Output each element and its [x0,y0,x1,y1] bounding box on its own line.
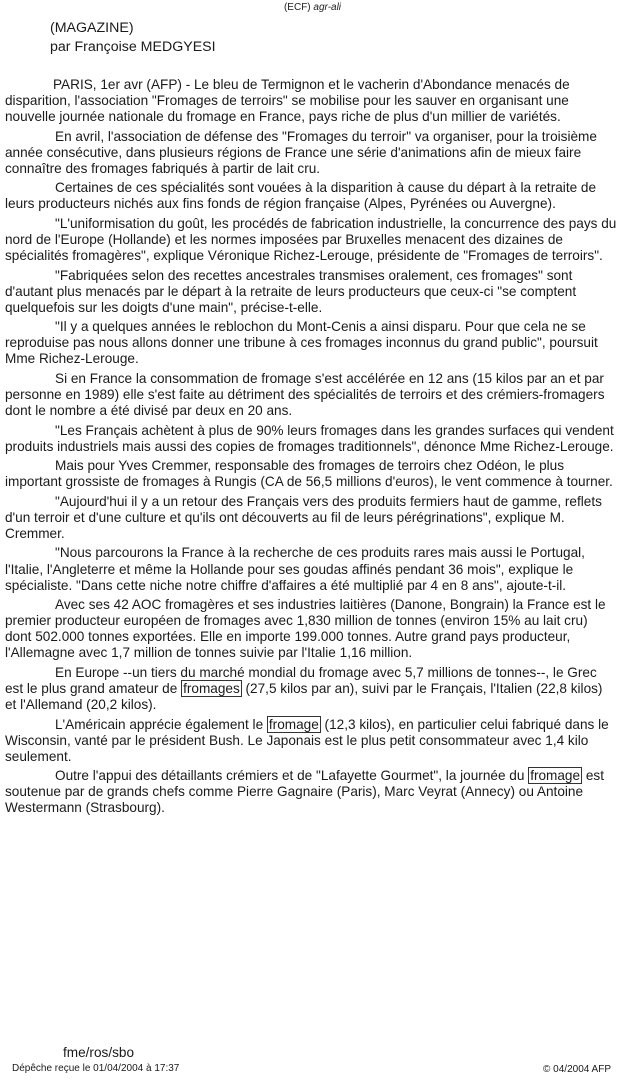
fax-sender: agr-ali [313,2,342,13]
section-label: (MAGAZINE) [50,20,134,36]
paragraph-1: PARIS, 1er avr (AFP) - Le bleu de Termignon et le vacherin d'Abondance menacés de disparition, l'association "Fromages de terroirs" se mobilise pour les sauver en organisant une nouvelle journée nationale du fromage en France, pays riche de plus d'un millier de variétés. [5,77,570,125]
paragraph-14-text-b: (12,3 kilos), en particulier celui fabriqué dans le Wisconsin, vanté par le président Bush. Le Japonais est le plus petit consommateur avec 1,4 kilo seulement. [5,716,609,764]
author-initials: fme/ros/sbo [63,1045,135,1060]
paragraph-12: Avec ses 42 AOC fromagères et ses industries laitières (Danone, Bongrain) la France est le premier producteur européen de fromages avec 1,830 million de tonnes (environ 15% au lait cru) dont 502.000 tonnes exportées. Elle en importe 199.000 tonnes. Autre grand pays producteur, l'Allemagne avec 1,7 million de tonnes suivie par l'Italie 1,16 million. [5,597,606,661]
paragraph-2: En avril, l'association de défense des "Fromages du terroir" va organiser, pour la troisième année consécutive, dans plusieurs régions de France une série d'animations afin de mieux faire connaître des fromages fabriqués à partir de lait cru. [5,128,597,176]
highlighted-term: fromage [268,716,319,732]
paragraph-9: Mais pour Yves Cremmer, responsable des fromages de terroirs chez Odéon, le plus important grossiste de fromages à Rungis (CA de 56,5 millions d'euros), le vent commence à tourner. [5,458,613,490]
paragraph-10: "Aujourd'hui il y a un retour des Français vers des produits fermiers haut de gamme, reflets d'un terroir et d'une culture et qu'ils ont découverts au fil de leurs pérégrinations", explique M. Cremmer. [5,493,602,541]
paragraph-4: "L'uniformisation du goût, les procédés de fabrication industrielle, la concurrence des pays du nord de l'Europe (Hollande) et les normes imposées par Bruxelles menacent des dizaines de spécialités fromagères", explique Véronique Richez-Lerouge, présidente de "Fromages de terroirs". [5,215,617,264]
highlighted-term: fromage [530,768,581,784]
article-heading [50,19,216,57]
paragraph-3: Certaines de ces spécialités sont vouées à la disparition à cause du départ à la retraite de leurs producteurs nichés aux fins fonds de région française (Alpes, Pyrénées ou Auvergne). [5,180,597,212]
paragraph-13-text-b: (27,5 kilos par an), suivi par le Français, l'Italien (22,8 kilos) et l'Allemand (20,2 kilos). [5,680,603,713]
paragraph-15-text-b: est soutenue par de grands chefs comme Pierre Gagnaire (Paris), Marc Veyrat (Annecy) ou Antoine Westermann (Strasbourg). [5,768,604,816]
fax-header [0,2,625,13]
paragraph-8: "Les Français achètent à plus de 90% leurs fromages dans les grandes surfaces qui vendent produits industriels mais aussi des copies de fromages traditionnels", dénonce Mme Richez-Lerouge. [5,422,614,454]
paragraph-5: "Fabriquées selon des recettes ancestrales transmises oralement, ces fromages" sont d'autant plus menacés par le départ à la retraite de leurs producteurs que ceux-ci "se comptent quelquefois sur les doigts d'une main", précise-t-elle. [5,267,577,315]
fax-code: (ECF) [283,2,311,13]
byline: par Françoise MEDGYESI [50,39,216,55]
paragraph-13-text-a: En Europe --un tiers du marché mondial du fromage avec 5,7 millions de tonnes--, le Grec est le plus grand amateur de [5,664,597,696]
paragraph-13 [5,665,617,713]
paragraph-7: Si en France la consommation de fromage s'est accélérée en 12 ans (15 kilos par an et par personne en 1989) elle s'est faite au détriment des spécialités de terroirs et des crémiers-fromagers dont le nombre a été divisé par deux en 20 ans. [5,370,605,419]
paragraph-15-text-a: Outre l'appui des détaillants crémiers et de "Lafayette Gourmet", la journée du [55,768,529,784]
received-timestamp: Dépêche reçue le 01/04/2004 à 17:37 [12,1063,180,1074]
paragraph-6: "Il y a quelques années le reblochon du Mont-Cenis a ainsi disparu. Pour que cela ne se reproduise pas nous allons donner une tribune à ces fromages inconnus du grand public", poursuit Mme Richez-Lerouge. [5,319,598,367]
paragraph-15 [5,768,617,816]
copyright-notice: © 04/2004 AFP [543,1064,611,1075]
paragraph-14-text-a: L'Américain apprécie également le [55,716,267,732]
highlighted-term: fromages [183,680,240,696]
paragraph-14 [5,717,617,765]
paragraph-11: "Nous parcourons la France à la recherche de ces produits rares mais aussi le Portugal, l'Italie, l'Angleterre et même la Hollande pour ses goudas affinés pendant 36 mois", explique le spécialiste. "Dans cette niche notre chiffre d'affaires a été multiplié par 4 en 8 ans", ajoute-t-il. [5,545,585,593]
article-body [5,77,617,820]
